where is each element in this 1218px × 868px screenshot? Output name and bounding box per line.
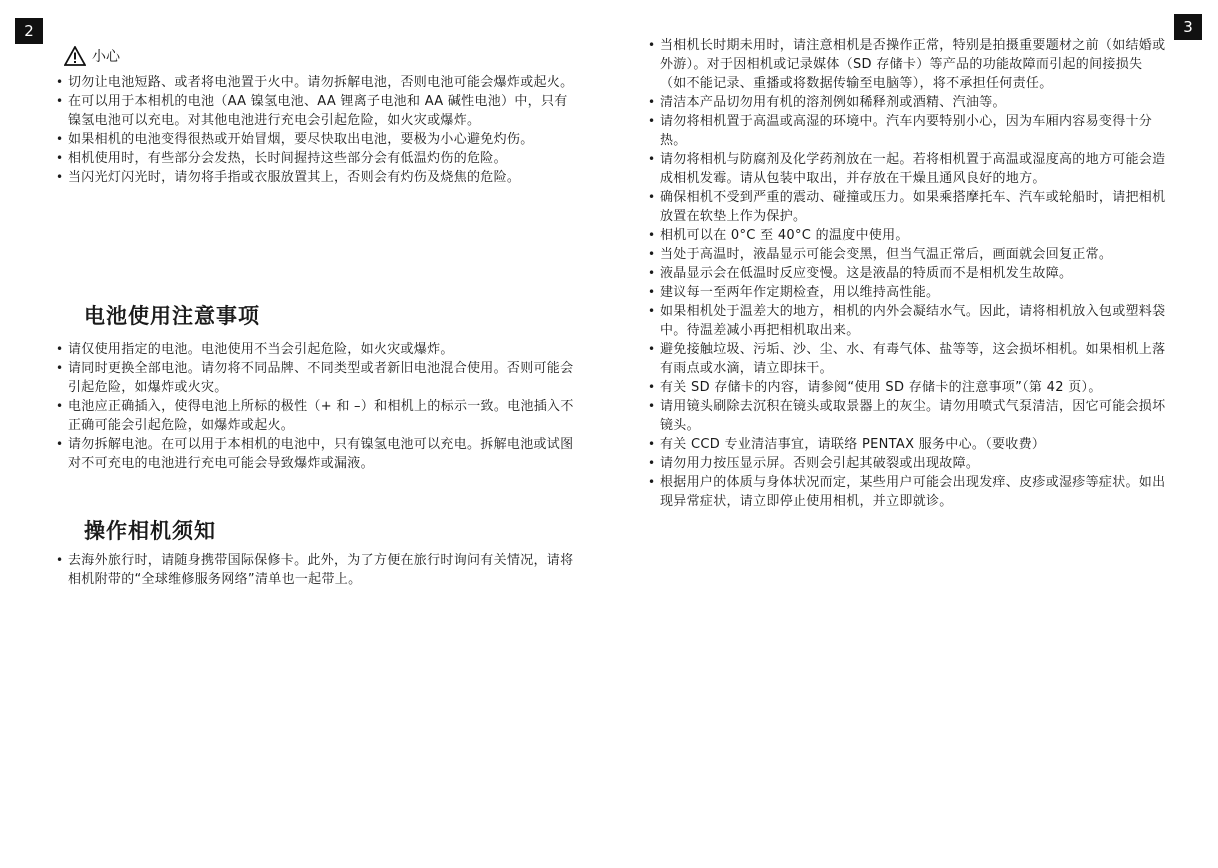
list-item: • 电池应正确插入，使得电池上所标的极性（+ 和 –）和相机上的标示一致。电池插入不正确可能会引起危险，如爆炸或起火。 xyxy=(56,397,576,435)
list-item: • 当相机长时期未用时，请注意相机是否操作正常，特别是拍摄重要题材之前（如结婚或外游）。对于因相机或记录媒体（SD 存储卡）等产品的功能故障而引起的间接损失（如不能记录、重播或将数据传输至电脑等），将不承担任何责任。 xyxy=(648,36,1168,93)
caution-header xyxy=(64,46,120,66)
list-item: • 请同时更换全部电池。请勿将不同品牌、不同类型或者新旧电池混合使用。否则可能会引起危险，如爆炸或火灾。 xyxy=(56,359,576,397)
page-number-left: 2 xyxy=(15,18,43,44)
list-item: • 相机可以在 0°C 至 40°C 的温度中使用。 xyxy=(648,226,1168,245)
section-heading-battery: 电池使用注意事项 xyxy=(84,304,260,328)
caution-title: 小心 xyxy=(92,49,120,65)
list-item: • 在可以用于本相机的电池（AA 镍氢电池、AA 锂离子电池和 AA 碱性电池）中，只有镍氢电池可以充电。对其他电池进行充电会引起危险，如火灾或爆炸。 xyxy=(56,92,576,130)
list-item: • 根据用户的体质与身体状况而定，某些用户可能会出现发痒、皮疹或湿疹等症状。如出现异常症状，请立即停止使用相机，并立即就诊。 xyxy=(648,473,1168,511)
list-item: • 相机使用时，有些部分会发热，长时间握持这些部分会有低温灼伤的危险。 xyxy=(56,149,576,168)
list-item: • 如果相机的电池变得很热或开始冒烟，要尽快取出电池，要极为小心避免灼伤。 xyxy=(56,130,576,149)
list-item: • 请用镜头刷除去沉积在镜头或取景器上的灰尘。请勿用喷式气泵清洁，因它可能会损坏镜头。 xyxy=(648,397,1168,435)
operation-list xyxy=(56,551,576,589)
list-item: • 如果相机处于温差大的地方，相机的内外会凝结水气。因此，请将相机放入包或塑料袋中。待温差减小再把相机取出来。 xyxy=(648,302,1168,340)
right-column-list xyxy=(648,36,1168,511)
caution-list xyxy=(56,73,576,187)
section-heading-operation: 操作相机须知 xyxy=(84,519,216,543)
list-item: • 请勿用力按压显示屏。否则会引起其破裂或出现故障。 xyxy=(648,454,1168,473)
list-item: • 切勿让电池短路、或者将电池置于火中。请勿拆解电池，否则电池可能会爆炸或起火。 xyxy=(56,73,576,92)
page-number-right: 3 xyxy=(1174,14,1202,40)
battery-list xyxy=(56,340,576,473)
list-item: • 请仅使用指定的电池。电池使用不当会引起危险，如火灾或爆炸。 xyxy=(56,340,576,359)
warning-icon xyxy=(64,46,86,66)
list-item: • 当处于高温时，液晶显示可能会变黑，但当气温正常后，画面就会回复正常。 xyxy=(648,245,1168,264)
list-item: • 液晶显示会在低温时反应变慢。这是液晶的特质而不是相机发生故障。 xyxy=(648,264,1168,283)
list-item: • 避免接触垃圾、污垢、沙、尘、水、有毒气体、盐等等，这会损坏相机。如果相机上落有雨点或水滴，请立即抹干。 xyxy=(648,340,1168,378)
list-item: • 当闪光灯闪光时，请勿将手指或衣服放置其上，否则会有灼伤及烧焦的危险。 xyxy=(56,168,576,187)
list-item: • 有关 CCD 专业清洁事宜，请联络 PENTAX 服务中心。（要收费） xyxy=(648,435,1168,454)
list-item: • 请勿拆解电池。在可以用于本相机的电池中，只有镍氢电池可以充电。拆解电池或试图对不可充电的电池进行充电可能会导致爆炸或漏液。 xyxy=(56,435,576,473)
list-item: • 确保相机不受到严重的震动、碰撞或压力。如果乘搭摩托车、汽车或轮船时，请把相机放置在软垫上作为保护。 xyxy=(648,188,1168,226)
list-item: • 建议每一至两年作定期检查，用以维持高性能。 xyxy=(648,283,1168,302)
list-item: • 请勿将相机与防腐剂及化学药剂放在一起。若将相机置于高温或湿度高的地方可能会造成相机发霉。请从包装中取出，并存放在干燥且通风良好的地方。 xyxy=(648,150,1168,188)
list-item: • 请勿将相机置于高温或高湿的环境中。汽车内要特别小心，因为车厢内容易变得十分热。 xyxy=(648,112,1168,150)
list-item: • 去海外旅行时，请随身携带国际保修卡。此外，为了方便在旅行时询问有关情况，请将相机附带的“全球维修服务网络”清单也一起带上。 xyxy=(56,551,576,589)
list-item: • 有关 SD 存储卡的内容，请参阅“使用 SD 存储卡的注意事项”（第 42 页）。 xyxy=(648,378,1168,397)
list-item: • 清洁本产品切勿用有机的溶剂例如稀释剂或酒精、汽油等。 xyxy=(648,93,1168,112)
